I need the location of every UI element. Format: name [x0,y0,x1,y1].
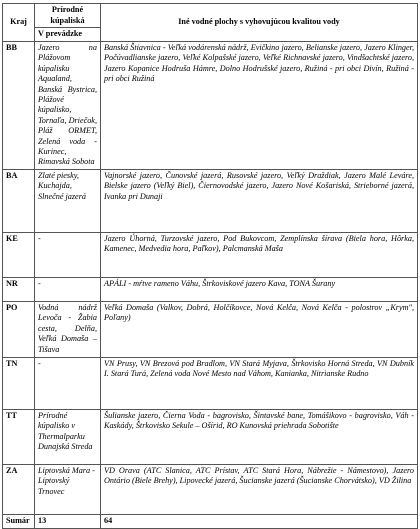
kraj-cell: BA [3,170,35,233]
table-row [3,302,418,358]
bathing-water-table [2,3,418,529]
kupaliska-cell: Vodná nádrž Levoča - Žabia cesta, Delňa, Veľká Domaša – Tišava [35,302,101,358]
ine-plochy-cell: Veľká Domaša (Valkov, Dobrá, Holčíkovce, Nová Kelča, Nová Kelča - polostrov „Krym", Poľany) [101,302,418,358]
kraj-cell: TN [3,358,35,410]
ine-plochy-cell: APÁLI - mŕtve rameno Váhu, Štrkoviskové jazero Kava, TONA Šurany [101,278,418,302]
header-prirodne-kupaliska: Prírodné kúpaliská [35,4,101,28]
header-kraj: Kraj [3,4,35,42]
summary-kupaliska-count: 13 [35,515,101,529]
header-row [3,4,418,28]
table-row [3,358,418,410]
summary-ine-count: 64 [101,515,418,529]
ine-plochy-cell: Banská Štiavnica - Veľká vodárenská nádrž, Evičkino jazero, Belianske jazero, Jazero Klinger, Počúvadlianske jazero, Veľké Kolpašské jazero, Veľké Richnavské jazero, Vindšachtské jazero, Jazero Kopanice Hodruša Hámre, Dolno Hodrušské jazero, Ružiná - pri obci Divín, Ružiná - pri obci Ružiná [101,42,418,170]
table-row [3,410,418,465]
ine-plochy-cell: Šulianske jazero, Čierna Voda - bagrovisko, Šintavské bane, Tomášikovo - bagrovisko, Váh - Kaskády, Štrkovisko Sekule – Ošírid, RO Kunovská priehrada Sobotište [101,410,418,465]
table-row [3,278,418,302]
kraj-cell: ZA [3,465,35,515]
kraj-cell: PO [3,302,35,358]
table-row [3,233,418,278]
table-row [3,465,418,515]
header-ine-vodne-plochy: Iné vodné plochy s vyhovujúcou kvalitou vody [101,4,418,42]
ine-plochy-cell: VD Orava (ATC Slanica, ATC Prístav, ATC Stará Hora, Nábrežie - Námestovo), Jazero Ontário (Biele Brehy), Lipovecké jazerá, Šucianske jazerá (Šucianske Chorvátsko), VD Žilina [101,465,418,515]
kupaliska-cell: - [35,233,101,278]
kupaliska-cell: Jazero na Plážovom kúpalisku Aqualand, Banská Bystrica, Plážové kúpalisko, Tornaľa, Driečok, Pláž ORMET, Zelená voda - Kurinec, Rimavská Sobota [35,42,101,170]
kraj-cell: KE [3,233,35,278]
kraj-cell: TT [3,410,35,465]
kupaliska-cell: Liptovská Mara - Liptovský Trnovec [35,465,101,515]
kraj-cell: BB [3,42,35,170]
summary-label: Sumár [3,515,35,529]
kupaliska-cell: - [35,278,101,302]
kupaliska-cell: Zlaté piesky, Kuchajda, Slnečné jazerá [35,170,101,233]
kupaliska-cell: Prírodné kúpalisko v Thermalparku Dunajská Streda [35,410,101,465]
table-row [3,170,418,233]
ine-plochy-cell: Jazero Úhorná, Turzovské jazero, Pod Bukovcom, Zemplínska šírava (Biela hora, Hôrka, Kamenec, Medvedia hora, Paľkov), Palcmanská Maša [101,233,418,278]
header-v-prevadzke: V prevádzke [35,28,101,42]
ine-plochy-cell: Vajnorské jazero, Čunovské jazerá, Rusovské jazero, Veľký Draždiak, Jazero Malé Leváre, Bielske jazero (Veľký Biel), Čiernovodské jazero, Jazero Nové Košariská, Strieborné jazerá, Ivanka pri Dunaji [101,170,418,233]
table-row [3,42,418,170]
kraj-cell: NR [3,278,35,302]
ine-plochy-cell: VN Prusy, VN Brezová pod Bradlom, VN Stará Myjava, Štrkovisko Horná Streda, VN Dubník I. Stará Turá, Zelená voda Nové Mesto nad Váhom, Kanianka, Nitrianske Rudno [101,358,418,410]
kupaliska-cell: - [35,358,101,410]
